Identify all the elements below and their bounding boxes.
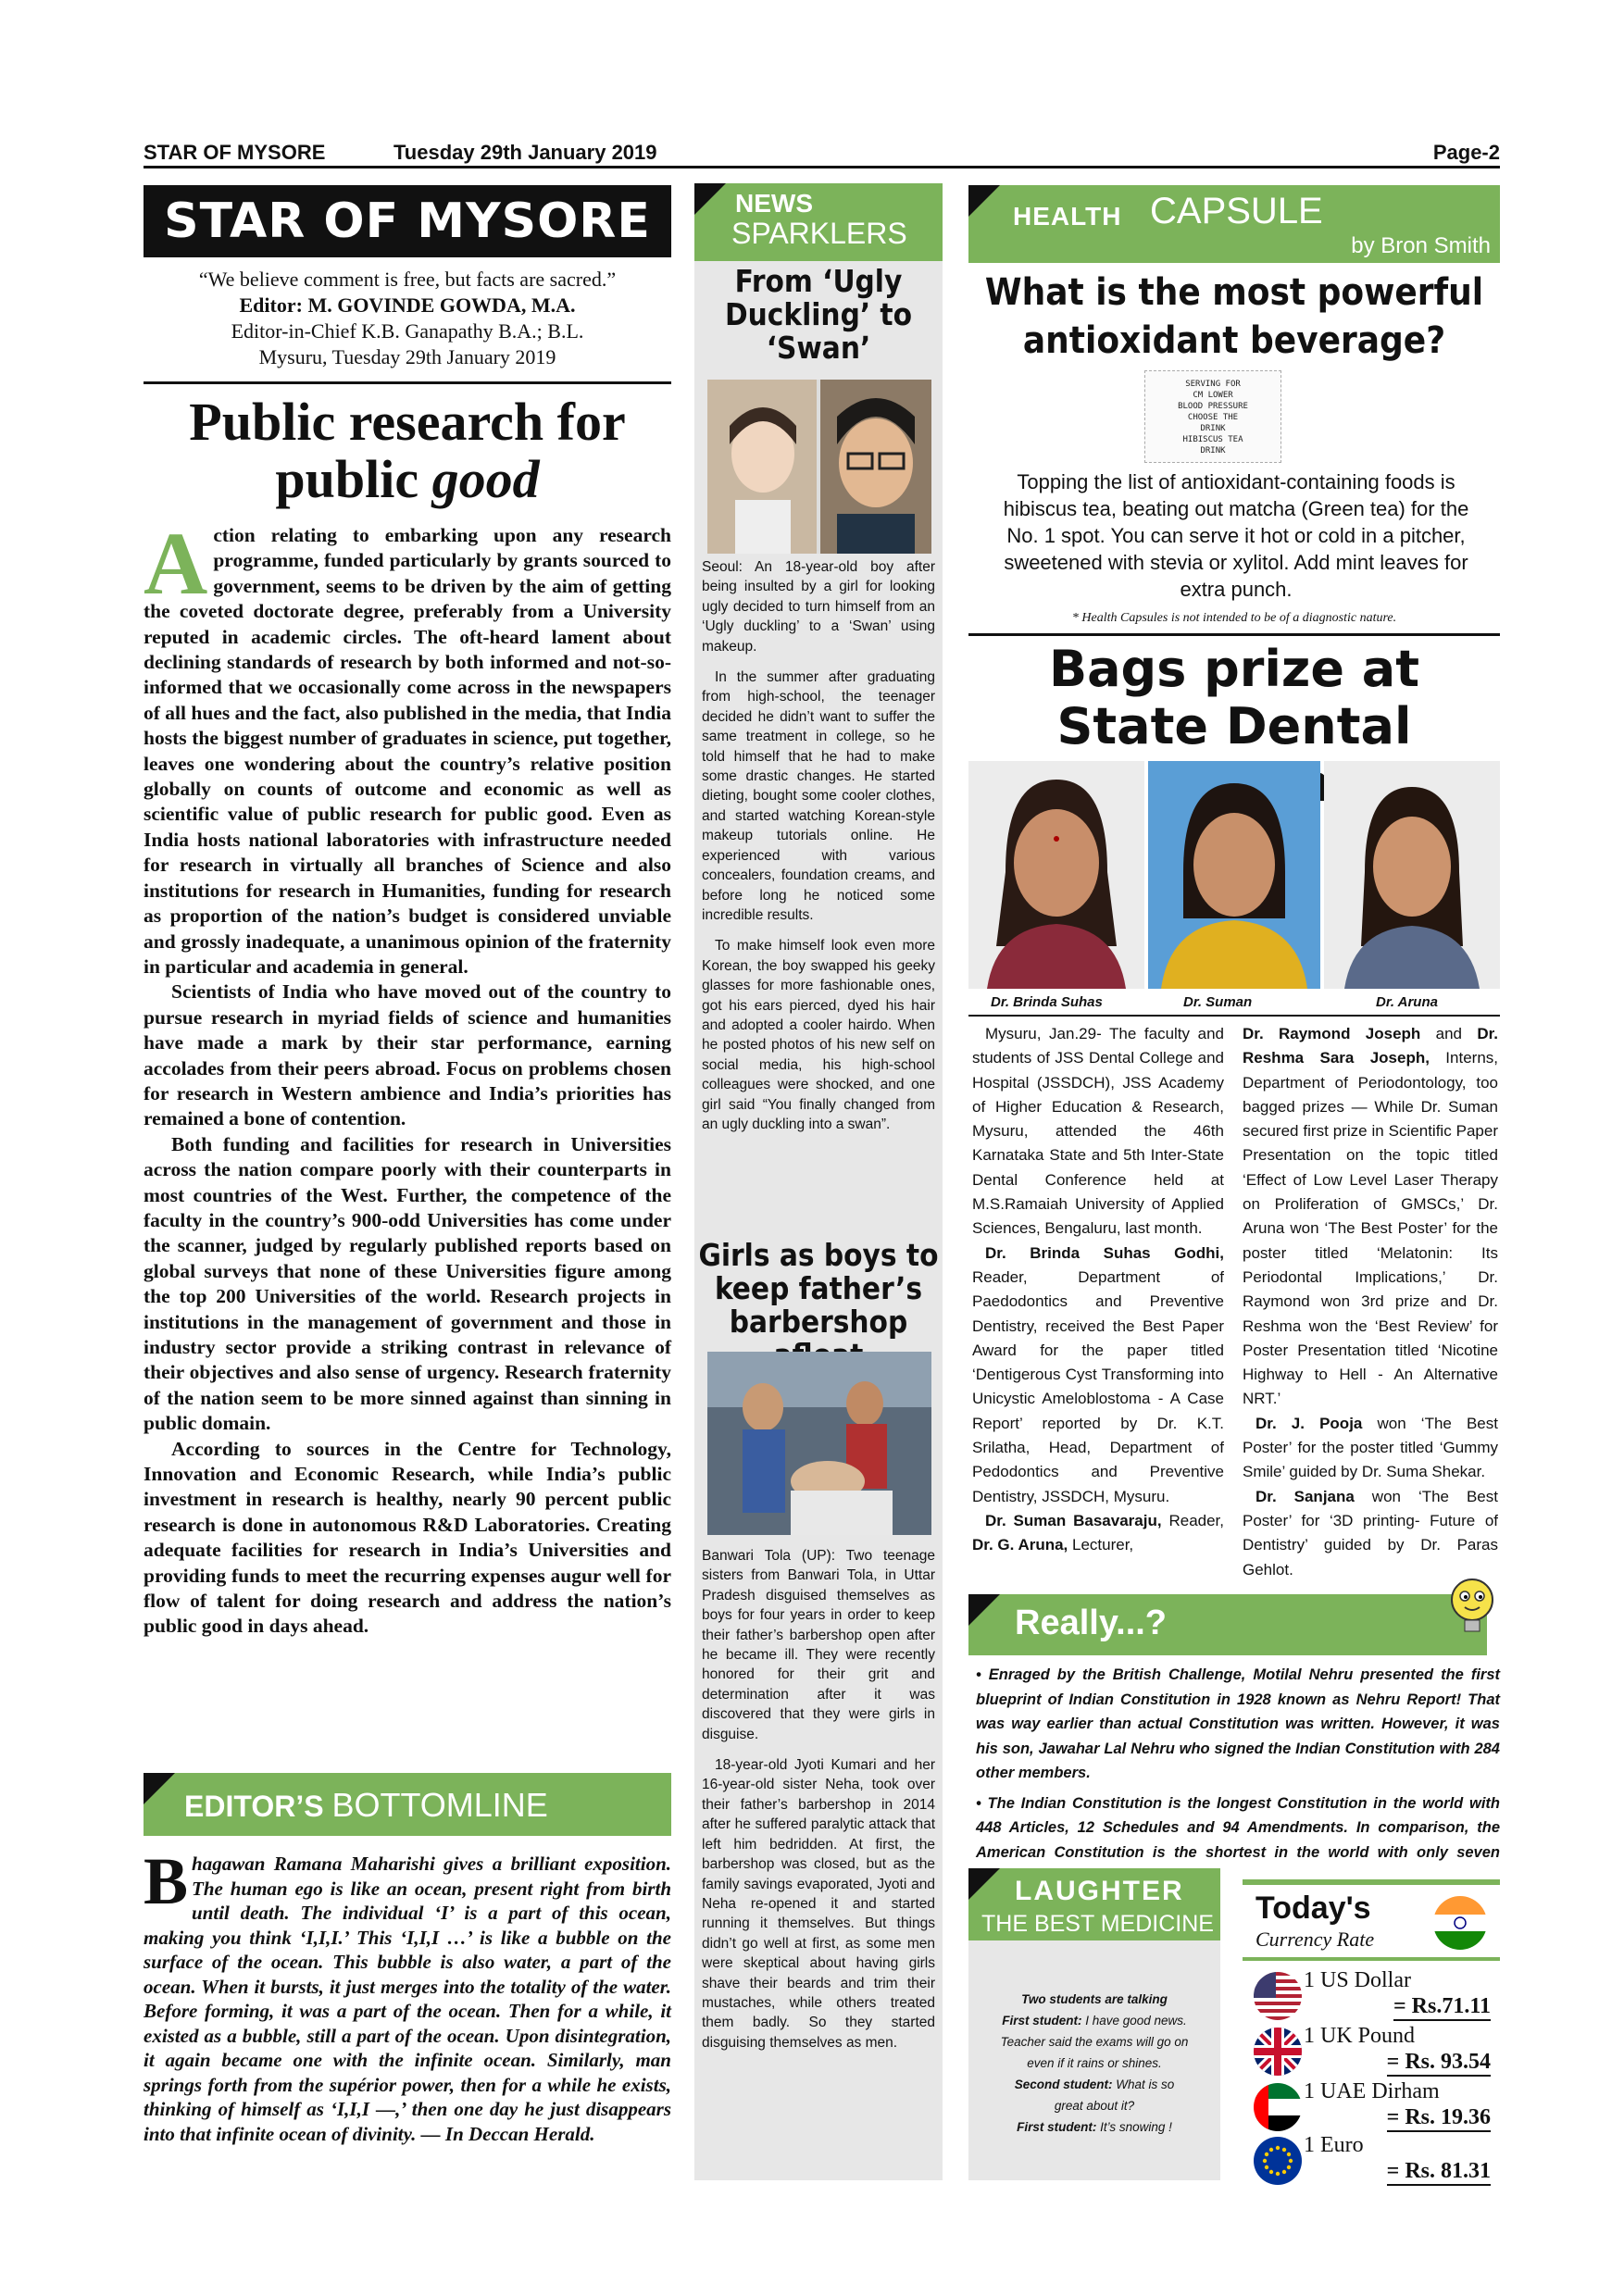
dental-name: Dr. Suman Basavaraju, [985, 1511, 1162, 1529]
news-label-b: SPARKLERS [731, 217, 907, 250]
news-photo-2 [707, 1352, 931, 1535]
joke-line: It’s snowing ! [1096, 2120, 1172, 2134]
before-after-photo [707, 380, 931, 554]
currency-name: 1 UAE Dirham [1304, 2079, 1440, 2103]
news-headline-2: Girls as boys to keep father’s barbershop [698, 1237, 939, 1340]
editorial-title-line2 [144, 451, 671, 508]
bottomline-label-a: EDITOR’S [184, 1790, 324, 1823]
dental-paragraph [972, 1242, 1224, 1509]
dental-headline: Bags prize at State Dental [1048, 640, 1420, 755]
stamp-text: BLOOD PRESSURE [1178, 402, 1248, 411]
news-photo-1 [707, 380, 931, 554]
news-paragraph: Seoul: An 18-year-old boy after being insulted by a girl for looking ugly decided to turn himself from an ‘Ugly duckling’ to a ‘Swan’ using makeup. [702, 559, 935, 655]
dental-paragraph [1243, 1022, 1498, 1412]
health-disclaimer: * Health Capsules is not intended to be of a diagnostic nature. [1071, 611, 1397, 625]
currency-subtitle: Currency Rate [1255, 1928, 1375, 1951]
portrait-photo [1148, 761, 1320, 989]
portrait-brinda [968, 761, 1144, 989]
news-headline-1: From ‘Ugly Duckling’ to ‘Swan’ [724, 263, 913, 366]
corner-triangle [968, 1868, 1000, 1900]
joke-line: even if it rains or shines. [1027, 2056, 1162, 2070]
news-story-2 [702, 1546, 935, 2053]
drop-cap: A [144, 514, 208, 613]
editorial-paragraph: Both funding and facilities for research in Universities across the nation compare poorly with their counterparts in most countries of the West. Further, the competence of the faculty in the country’s 900-odd Universities has come under the scanner, judged by regularly published reports based on global surveys that none of these Universities figure among the top 200 Universities of the world. Research projects in institutions in the management of government and those in industry sector provide a striking contrast in relevance of their objectives and also sense of urgency. Research fraternity of the nation seem to be more sinned against than sinning in public domain. [144, 1132, 671, 1435]
really-facts [968, 1663, 1500, 1895]
editorial-title-line1: Public research for [189, 392, 626, 452]
eu-flag-icon [1254, 2137, 1302, 2185]
fact-item: • Enraged by the British Challenge, Motilal Nehru presented the first blueprint of Indian Constitution in 1928 known as Nehru Report! That was way earlier than actual Constitution was written. However, it was his son, Jawahar Lal Nehru who signed the Indian Constitution with 284 other members. [976, 1666, 1500, 1781]
dental-text: won ‘The Best Poster’ for the poster titled ‘Gummy Smile’ guided by Dr. Suma Shekar. [1243, 1414, 1498, 1481]
dental-paragraph [1243, 1412, 1498, 1485]
laughter-label-a: LAUGHTER [1015, 1876, 1184, 1906]
drop-cap: B [144, 1844, 189, 1918]
stamp-text: CHOOSE THE [1187, 413, 1239, 422]
joke-text [981, 1989, 1207, 2138]
dental-text: won ‘The Best Poster’ for ‘3D printing- Future of Dentistry’ guided by Dr. Paras Gehlot. [1243, 1487, 1498, 1578]
usa-flag-icon [1254, 1972, 1302, 2020]
editorial-paragraph: According to sources in the Centre for Technology, Innovation and Economic Research, while India’s public investment in research is healthy, nearly 90 percent public research is done in autonomous R&D Laboratories. Creating adequate facilities for research in India’s Universities and providing funds to meet the recurring expenses augur well for flow of talent for doing research and address the nation’s public good in days ahead. [144, 1437, 671, 1638]
currency-name: 1 US Dollar [1304, 1968, 1411, 1992]
dateline: Mysuru, Tuesday 29th January 2019 [258, 345, 556, 368]
portrait-photo [968, 761, 1144, 989]
really-label: Really...? [1015, 1603, 1168, 1642]
editorial-motto [144, 267, 671, 370]
dental-text: Interns, Department of Periodontology, too bagged prizes — While Dr. Suman secured first prize in Scientific Paper Presentation on the topic titled ‘Effect of Low Level Laser Therapy on Proliferation of GMSCs,’ Dr. Aruna won ‘The Best Poster’ for the poster titled ‘Melatonin: Its Periodontal Implications,’ Dr. Raymond won 3rd prize and Dr. Reshma won the ‘Best Review’ for Poster Presentation titled ‘Nicotine Highway to Hell - An Alternative NRT.’ [1243, 1049, 1498, 1408]
currency-value: = Rs. 93.54 [1387, 2050, 1491, 2077]
page-header [144, 139, 1500, 168]
dental-name: Dr. Raymond Joseph [1243, 1025, 1421, 1042]
joke-line: Two students are talking [1021, 1992, 1168, 2006]
portrait-photo [1324, 761, 1500, 989]
editorial-title-part: public [275, 449, 432, 509]
news-label-a: NEWS [735, 189, 813, 218]
fact-item: • The Indian Constitution is the longest Constitution in the world with 448 Articles, 12 Schedules and 94 Amendments. In comparison, the American Constitution is the shortest in the world with only seven [976, 1794, 1500, 1861]
editorial-paragraph: Scientists of India who have moved out of the country to pursue research in myriad fields of science and humanities have made a mark by their star performance, earning accolades from their peers abroad. Focus on problems chosen for research in Western ambience and India’s priorities has remained a bone of contention. [144, 980, 671, 1130]
joke-line: What is so [1112, 2078, 1175, 2091]
bottomline-banner [144, 1773, 671, 1836]
editorial-paragraph [144, 514, 671, 980]
currency-name: 1 Euro [1304, 2133, 1364, 2157]
caption-suman: Dr. Suman [1183, 994, 1253, 1010]
news-paragraph: Banwari Tola (UP): Two teenage sisters from Banwari Tola, in Uttar Pradesh disguised themselves as boys for four years in order to keep their father’s barbershop open after he became ill. They were recently honored for their grit and determination after it was discovered that they were girls in disguise. [702, 1548, 935, 1742]
joke-speaker: First student: [1002, 2014, 1082, 2028]
divider [968, 1015, 1500, 1017]
editorial-paragraph-text: ction relating to embarking upon any research programme, funded particularly by grants sourced to government, seems to be driven by the aim of getting the coveted doctorate degree, preferably from a University reputed in academic circles. The oft-heard lament about declining standards of research by both informed and not-so-informed that we occasionally come across in the newspapers of all hues and the fact, also published in the media, that India hosts the biggest number of graduates in science, put together, leaves one wondering about the country’s relative position globally on counts of outcome and economic as well as scientific value of public research for public good. Even as India hosts national laboratories with infrastructure needed for research in virtually all branches of Science and also institutions for research in Humanities, funding for research as proportion of the nation’s budget is considered unviable and grossly inadequate, a unanimous opinion of the fraternity in particular and academia in general. [144, 524, 671, 978]
currency-value: = Rs.71.11 [1393, 1994, 1491, 2021]
india-flag-icon [1433, 1896, 1487, 1950]
bottomline-text: hagawan Ramana Maharishi gives a brilliant exposition. The human ego is like an ocean, present right from birth until death. The individual ‘I’ is a part of this ocean, making you think ‘I,I,I.’ This ‘I,I,I …’ is like a bubble on the surface of the ocean. This bubble is also water, a part of the ocean. When it bursts, it just merges into the totality of the water. Before forming, it was a part of the ocean. Then for a while, it existed as a bubble, still a part of the ocean. Upon disintegration, it again became one with the infinite ocean. Similarly, man springs forth from the supérior power, then for a while he exists, thinking of himself as ‘I,I,I —,’ then one day he just disappears into that infinite ocean of divinity. — In Deccan Herald. [144, 1853, 671, 2145]
dental-name: Dr. G. Aruna, [972, 1536, 1068, 1554]
portrait-suman [1148, 761, 1320, 989]
stamp-text: HIBISCUS TEA [1182, 435, 1243, 444]
dental-text: Reader, [1161, 1511, 1224, 1529]
caption-brinda: Dr. Brinda Suhas [991, 994, 1103, 1010]
health-capsule-banner [968, 185, 1500, 263]
dental-text: and [1420, 1025, 1478, 1042]
corner-triangle [144, 1773, 175, 1804]
bottomline-label-b: BOTTOMLINE [331, 1786, 548, 1824]
corner-triangle [694, 183, 726, 215]
masthead: STAR OF MYSORE [144, 185, 671, 257]
dental-name: Dr. J. Pooja [1255, 1414, 1363, 1432]
dental-column-2 [1243, 1022, 1498, 1582]
currency-value: = Rs. 19.36 [1387, 2105, 1491, 2132]
joke-speaker: Second student: [1014, 2078, 1113, 2091]
currency-name: 1 UK Pound [1304, 2024, 1416, 2048]
news-story-1 [702, 557, 935, 1134]
dental-name: Dr. Brinda Suhas Godhi, [985, 1243, 1224, 1262]
issue-date: Tuesday 29th January 2019 [394, 141, 657, 164]
editorial-title-italic: good [431, 449, 540, 509]
stamp-text: DRINK [1200, 424, 1226, 433]
laughter-banner [968, 1868, 1220, 1940]
news-paragraph: To make himself look even more Korean, the boy swapped his geeky glasses for more fashionable ones, got his ears pierced, dyed his hair and adopted a cooler hairdo. When he posted photos of his new self on social media, his high-school colleagues were shocked, and one girl said “You finally changed from an ugly duckling into a swan”. [702, 938, 935, 1132]
chief-editor-line: Editor-in-Chief K.B. Ganapathy B.A.; B.L. [231, 319, 584, 343]
divider [144, 381, 671, 384]
dental-paragraph [972, 1509, 1224, 1558]
corner-triangle [968, 185, 1000, 217]
bottomline-body [144, 1844, 671, 2146]
dental-paragraph [1243, 1485, 1498, 1582]
dental-column-1 [972, 1022, 1224, 1558]
stamp-text: DRINK [1200, 446, 1226, 455]
bottomline-label [184, 1786, 548, 1825]
stamp-text: CM LOWER [1193, 391, 1233, 400]
dental-name: Dr. Reshma Sara Joseph, [1243, 1025, 1498, 1067]
joke-speaker: First student: [1017, 2120, 1097, 2134]
currency-title: Today's [1255, 1890, 1371, 1926]
uae-flag-icon [1254, 2083, 1302, 2131]
health-byline: by Bron Smith [1351, 233, 1491, 258]
health-body: Topping the list of antioxidant-containing foods is hibiscus tea, beating out matcha (Green tea) for the No. 1 spot. You can serve it hot or cold in a pitcher, sweetened with stevia or xylitol. Add mint leaves for extra punch. [1003, 470, 1469, 601]
page-number: Page-2 [1432, 141, 1500, 164]
currency-value: = Rs. 81.31 [1387, 2159, 1491, 2186]
joke-line: great about it? [1054, 2099, 1135, 2113]
news-paragraph: In the summer after graduating from high-school, the teenager decided he didn’t want to suffer the same treatment in college, so he told himself that he had to make some drastic changes. He started dieting, bought some cooler clothes, and started watching Korean-style makeup tutorials online. He experienced with various concealers, foundation creams, and before long he noticed some incredible results. [702, 669, 935, 923]
dental-text: Lecturer, [1068, 1536, 1134, 1554]
lightbulb-icon [1444, 1574, 1500, 1639]
stamp-text: SERVING FOR [1185, 380, 1241, 389]
caption-aruna: Dr. Aruna [1376, 994, 1438, 1010]
motto-quote: “We believe comment is free, but facts are sacred.” [198, 268, 617, 291]
joke-line: Teacher said the exams will go on [1000, 2035, 1189, 2049]
dental-paragraph: Mysuru, Jan.29- The faculty and students of JSS Dental College and Hospital (JSSDCH), JSS Academy of Higher Education & Research, Mysuru, attended the 46th Karnataka State and 5th Inter-State Dental Conference held at M.S.Ramaiah University of Applied Sciences, Bengaluru, last month. [972, 1025, 1224, 1238]
divider [1243, 1957, 1500, 1961]
health-label-b: CAPSULE [1150, 191, 1323, 231]
currency-box [1243, 1879, 1500, 2185]
dental-name: Dr. Sanjana [1255, 1487, 1355, 1505]
health-stamp-image [1144, 370, 1281, 463]
uk-flag-icon [1254, 2028, 1302, 2076]
corner-triangle [968, 1594, 1000, 1626]
news-sparklers-banner [694, 183, 943, 261]
health-label-a: HEALTH [1013, 202, 1122, 231]
editorial-title [144, 393, 671, 508]
barbershop-photo [707, 1352, 931, 1535]
dental-text: Reader, Department of Paedodontics and Preventive Dentistry, received the Best Paper Award for the paper titled ‘Dentigerous Cyst Transforming into Unicystic Ameloblostoma - A Case Report’ reported by Dr. K.T. Srilatha, Head, Department of Pedodontics and Preventive Dentistry, JSSDCH, Mysuru. [972, 1267, 1224, 1505]
news-paragraph: 18-year-old Jyoti Kumari and her 16-year-old sister Neha, took over their father’s barbershop in 2014 after he suffered paralytic attack that left him bedridden. At first, the barbershop was closed, but as the family savings evaporated, Jyoti and Neha re-opened it and started running it themselves. But things didn’t go well at first, as some men were skeptical about having girls shave their beards and trim their mustaches, while others treated them badly. So they started disguising themselves as men. [702, 1757, 935, 2051]
publication-name: STAR OF MYSORE [144, 141, 326, 164]
portrait-aruna [1324, 761, 1500, 989]
editorial-body [144, 514, 671, 1640]
divider [968, 633, 1500, 636]
currency-top-bar [1243, 1879, 1500, 1885]
laughter-label-b: THE BEST MEDICINE [981, 1911, 1214, 1937]
joke-line: I have good news. [1081, 2014, 1187, 2028]
health-question: What is the most powerful antioxidant beverage? [984, 271, 1484, 362]
really-banner [968, 1594, 1487, 1655]
editor-line: Editor: M. GOVINDE GOWDA, M.A. [239, 293, 576, 317]
